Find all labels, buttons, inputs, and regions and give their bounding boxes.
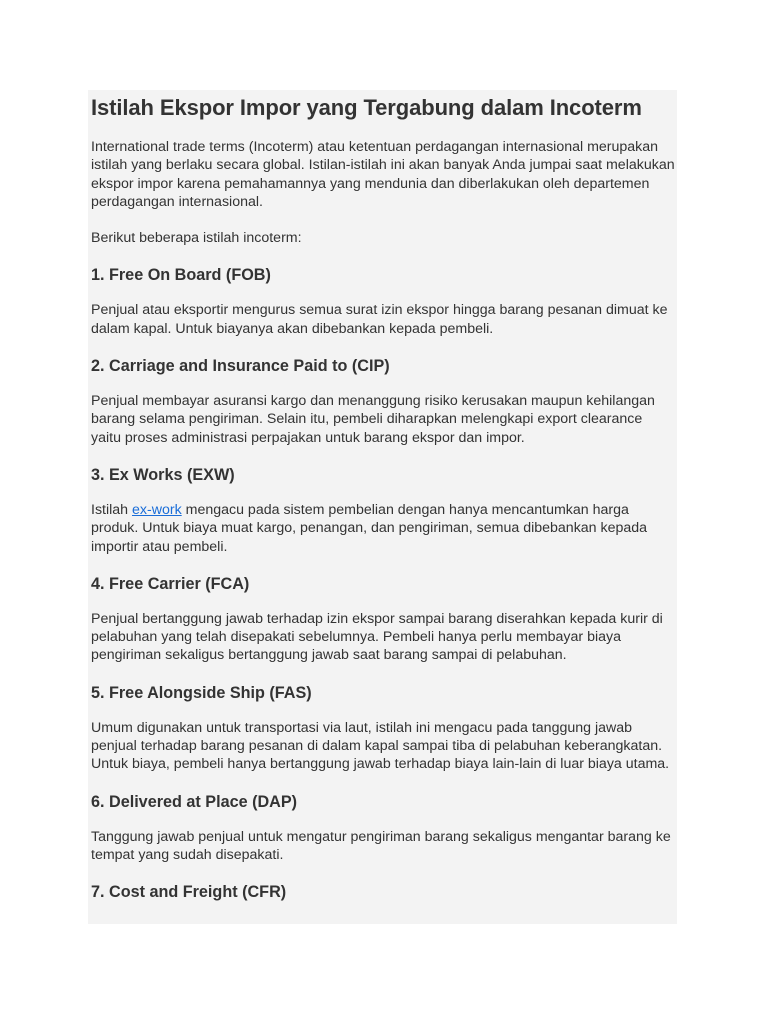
section-heading-exw: 3. Ex Works (EXW): [91, 465, 235, 484]
page-title: Istilah Ekspor Impor yang Tergabung dalam Incoterm: [91, 95, 642, 120]
article-content: [88, 90, 677, 902]
exw-body-suffix: mengacu pada sistem pembelian dengan hanya mencantumkan harga produk. Untuk biaya muat kargo, penangan, dan pengiriman, semua dibebankan kepada importir atau pembeli.: [91, 501, 648, 555]
section-heading-fob: 1. Free On Board (FOB): [91, 266, 271, 285]
intro-paragraph: International trade terms (Incoterm) atau ketentuan perdagangan internasional merupakan istilah yang berlaku secara global. Istilan-istilah ini akan banyak Anda jumpai saat melakukan ekspor impor karena pemahamannya yang mendunia dan diberlakukan oleh departemen perdagangan internasional.: [91, 139, 675, 210]
section-body-fob: Penjual atau eksportir mengurus semua surat izin ekspor hingga barang pesanan dimuat ke dalam kapal. Untuk biayanya akan dibebankan kepada pembeli.: [91, 302, 668, 337]
lead-paragraph: Berikut beberapa istilah incoterm:: [91, 230, 302, 247]
section-heading-fas: 5. Free Alongside Ship (FAS): [91, 683, 312, 702]
section-heading-dap: 6. Delivered at Place (DAP): [91, 792, 298, 811]
section-body-cip: Penjual membayar asuransi kargo dan menanggung risiko kerusakan maupun kehilangan barang selama pengiriman. Selain itu, pembeli diharapkan melengkapi export clearance yaitu proses administrasi perpajakan untuk barang ekspor dan impor.: [91, 393, 655, 446]
ex-work-link[interactable]: ex-work: [132, 501, 182, 518]
section-heading-fca: 4. Free Carrier (FCA): [91, 574, 250, 593]
section-heading-cfr: 7. Cost and Freight (CFR): [91, 883, 287, 902]
section-body-dap: Tanggung jawab penjual untuk mengatur pengiriman barang sekaligus mengantar barang ke tempat yang sudah disepakati.: [91, 828, 671, 863]
section-body-fas: Umum digunakan untuk transportasi via laut, istilah ini mengacu pada tanggung jawab penjual terhadap barang pesanan di dalam kapal sampai tiba di pelabuhan keberangkatan. Untuk biaya, pembeli hanya bertanggung jawab terhadap biaya lain-lain di luar biaya utama.: [91, 719, 670, 773]
section-heading-cip: 2. Carriage and Insurance Paid to (CIP): [91, 357, 390, 376]
section-body-exw: [91, 501, 675, 556]
article-panel: [88, 90, 677, 924]
exw-body-prefix: Istilah: [91, 501, 133, 518]
section-body-fca: Penjual bertanggung jawab terhadap izin ekspor sampai barang diserahkan kepada kurir di pelabuhan yang telah disepakati sebelumnya. Pembeli hanya perlu membayar biaya pengiriman sekaligus bertanggung jawab saat barang sampai di pelabuhan.: [91, 610, 663, 664]
